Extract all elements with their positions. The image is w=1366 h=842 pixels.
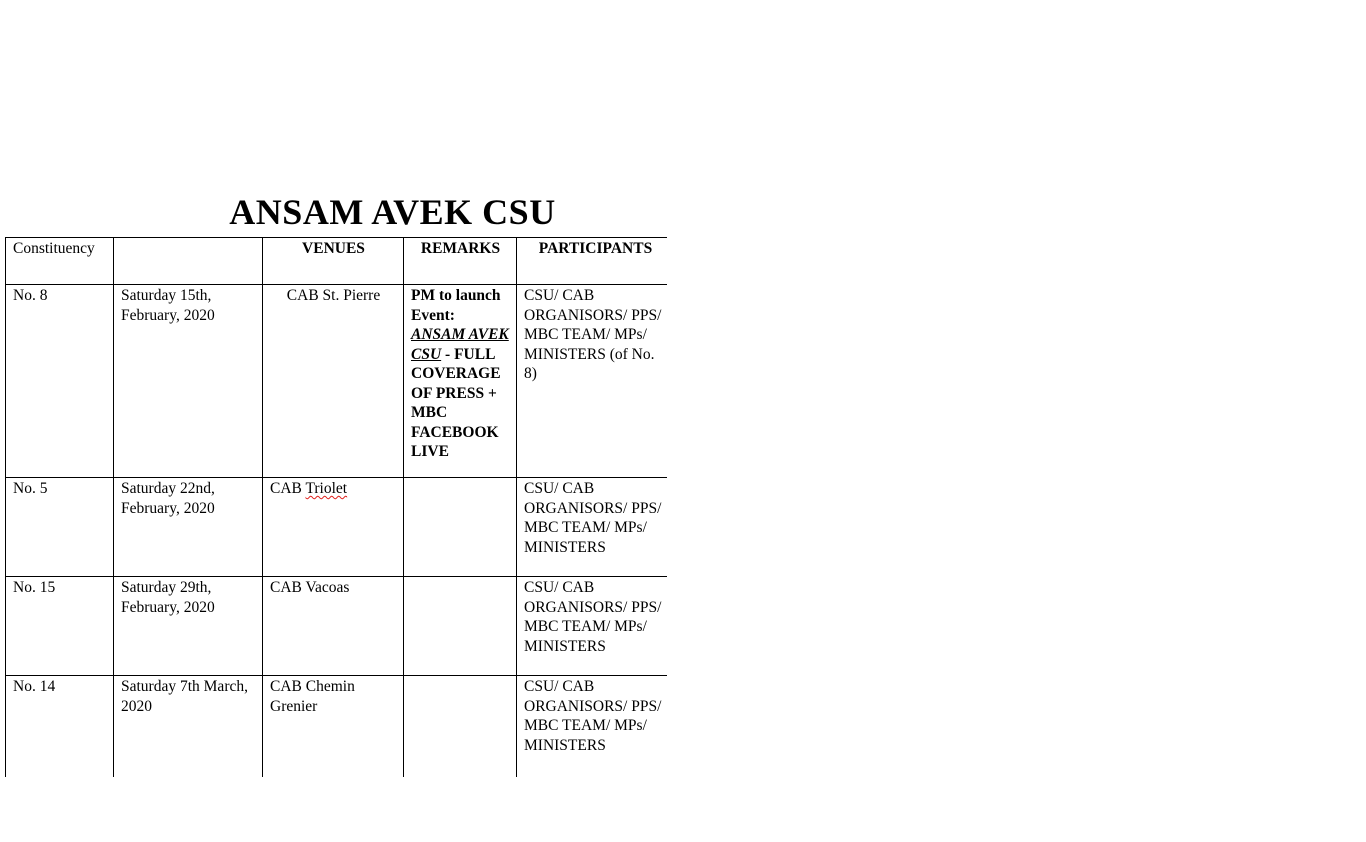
header-date: [114, 238, 263, 285]
cell-constituency: No. 14: [6, 676, 114, 778]
cell-participants: CSU/ CAB ORGANISORS/ PPS/ MBC TEAM/ MPs/ MINISTERS: [517, 676, 668, 778]
header-venues: VENUES: [263, 238, 404, 285]
cell-constituency: No. 8: [6, 285, 114, 478]
venue-name-spellcheck[interactable]: Triolet: [305, 480, 348, 497]
remarks-lead: PM to launch Event:: [411, 287, 501, 324]
cell-constituency: No. 15: [6, 577, 114, 676]
page-title: ANSAM AVEK CSU: [229, 192, 556, 232]
cell-participants: CSU/ CAB ORGANISORS/ PPS/ MBC TEAM/ MPs/ MINISTERS: [517, 478, 668, 577]
cell-venue: CAB Chemin Grenier: [263, 676, 404, 778]
cell-remarks: [404, 285, 517, 478]
table-row: [6, 676, 668, 778]
table-row: [6, 478, 668, 577]
cell-date: Saturday 7th March, 2020: [114, 676, 263, 778]
header-constituency: Constituency: [6, 238, 114, 285]
cell-venue: [263, 478, 404, 577]
table-row: [6, 577, 668, 676]
cell-participants: CSU/ CAB ORGANISORS/ PPS/ MBC TEAM/ MPs/ MINISTERS: [517, 577, 668, 676]
cell-constituency: No. 5: [6, 478, 114, 577]
table-row: [6, 285, 668, 478]
cell-date: Saturday 22nd, February, 2020: [114, 478, 263, 577]
remarks-detail: FULL COVERAGE OF PRESS + MBC FACEBOOK LIVE: [411, 345, 501, 460]
header-remarks: REMARKS: [404, 238, 517, 285]
cell-remarks: [404, 676, 517, 778]
cell-remarks: [404, 577, 517, 676]
venue-prefix: CAB: [270, 480, 306, 497]
cell-venue: CAB St. Pierre: [263, 285, 404, 478]
cell-venue: CAB Vacoas: [263, 577, 404, 676]
schedule-table-container: [5, 237, 667, 777]
schedule-table: [5, 237, 667, 777]
cell-participants: CSU/ CAB ORGANISORS/ PPS/ MBC TEAM/ MPs/ MINISTERS (of No. 8): [517, 285, 668, 478]
table-header-row: [6, 238, 668, 285]
cell-date: Saturday 15th, February, 2020: [114, 285, 263, 478]
cell-remarks: [404, 478, 517, 577]
cell-date: Saturday 29th, February, 2020: [114, 577, 263, 676]
remarks-event-name: ANSAM AVEK CSU: [411, 326, 509, 363]
header-participants: PARTICIPANTS: [517, 238, 668, 285]
remarks-separator: -: [441, 345, 455, 363]
